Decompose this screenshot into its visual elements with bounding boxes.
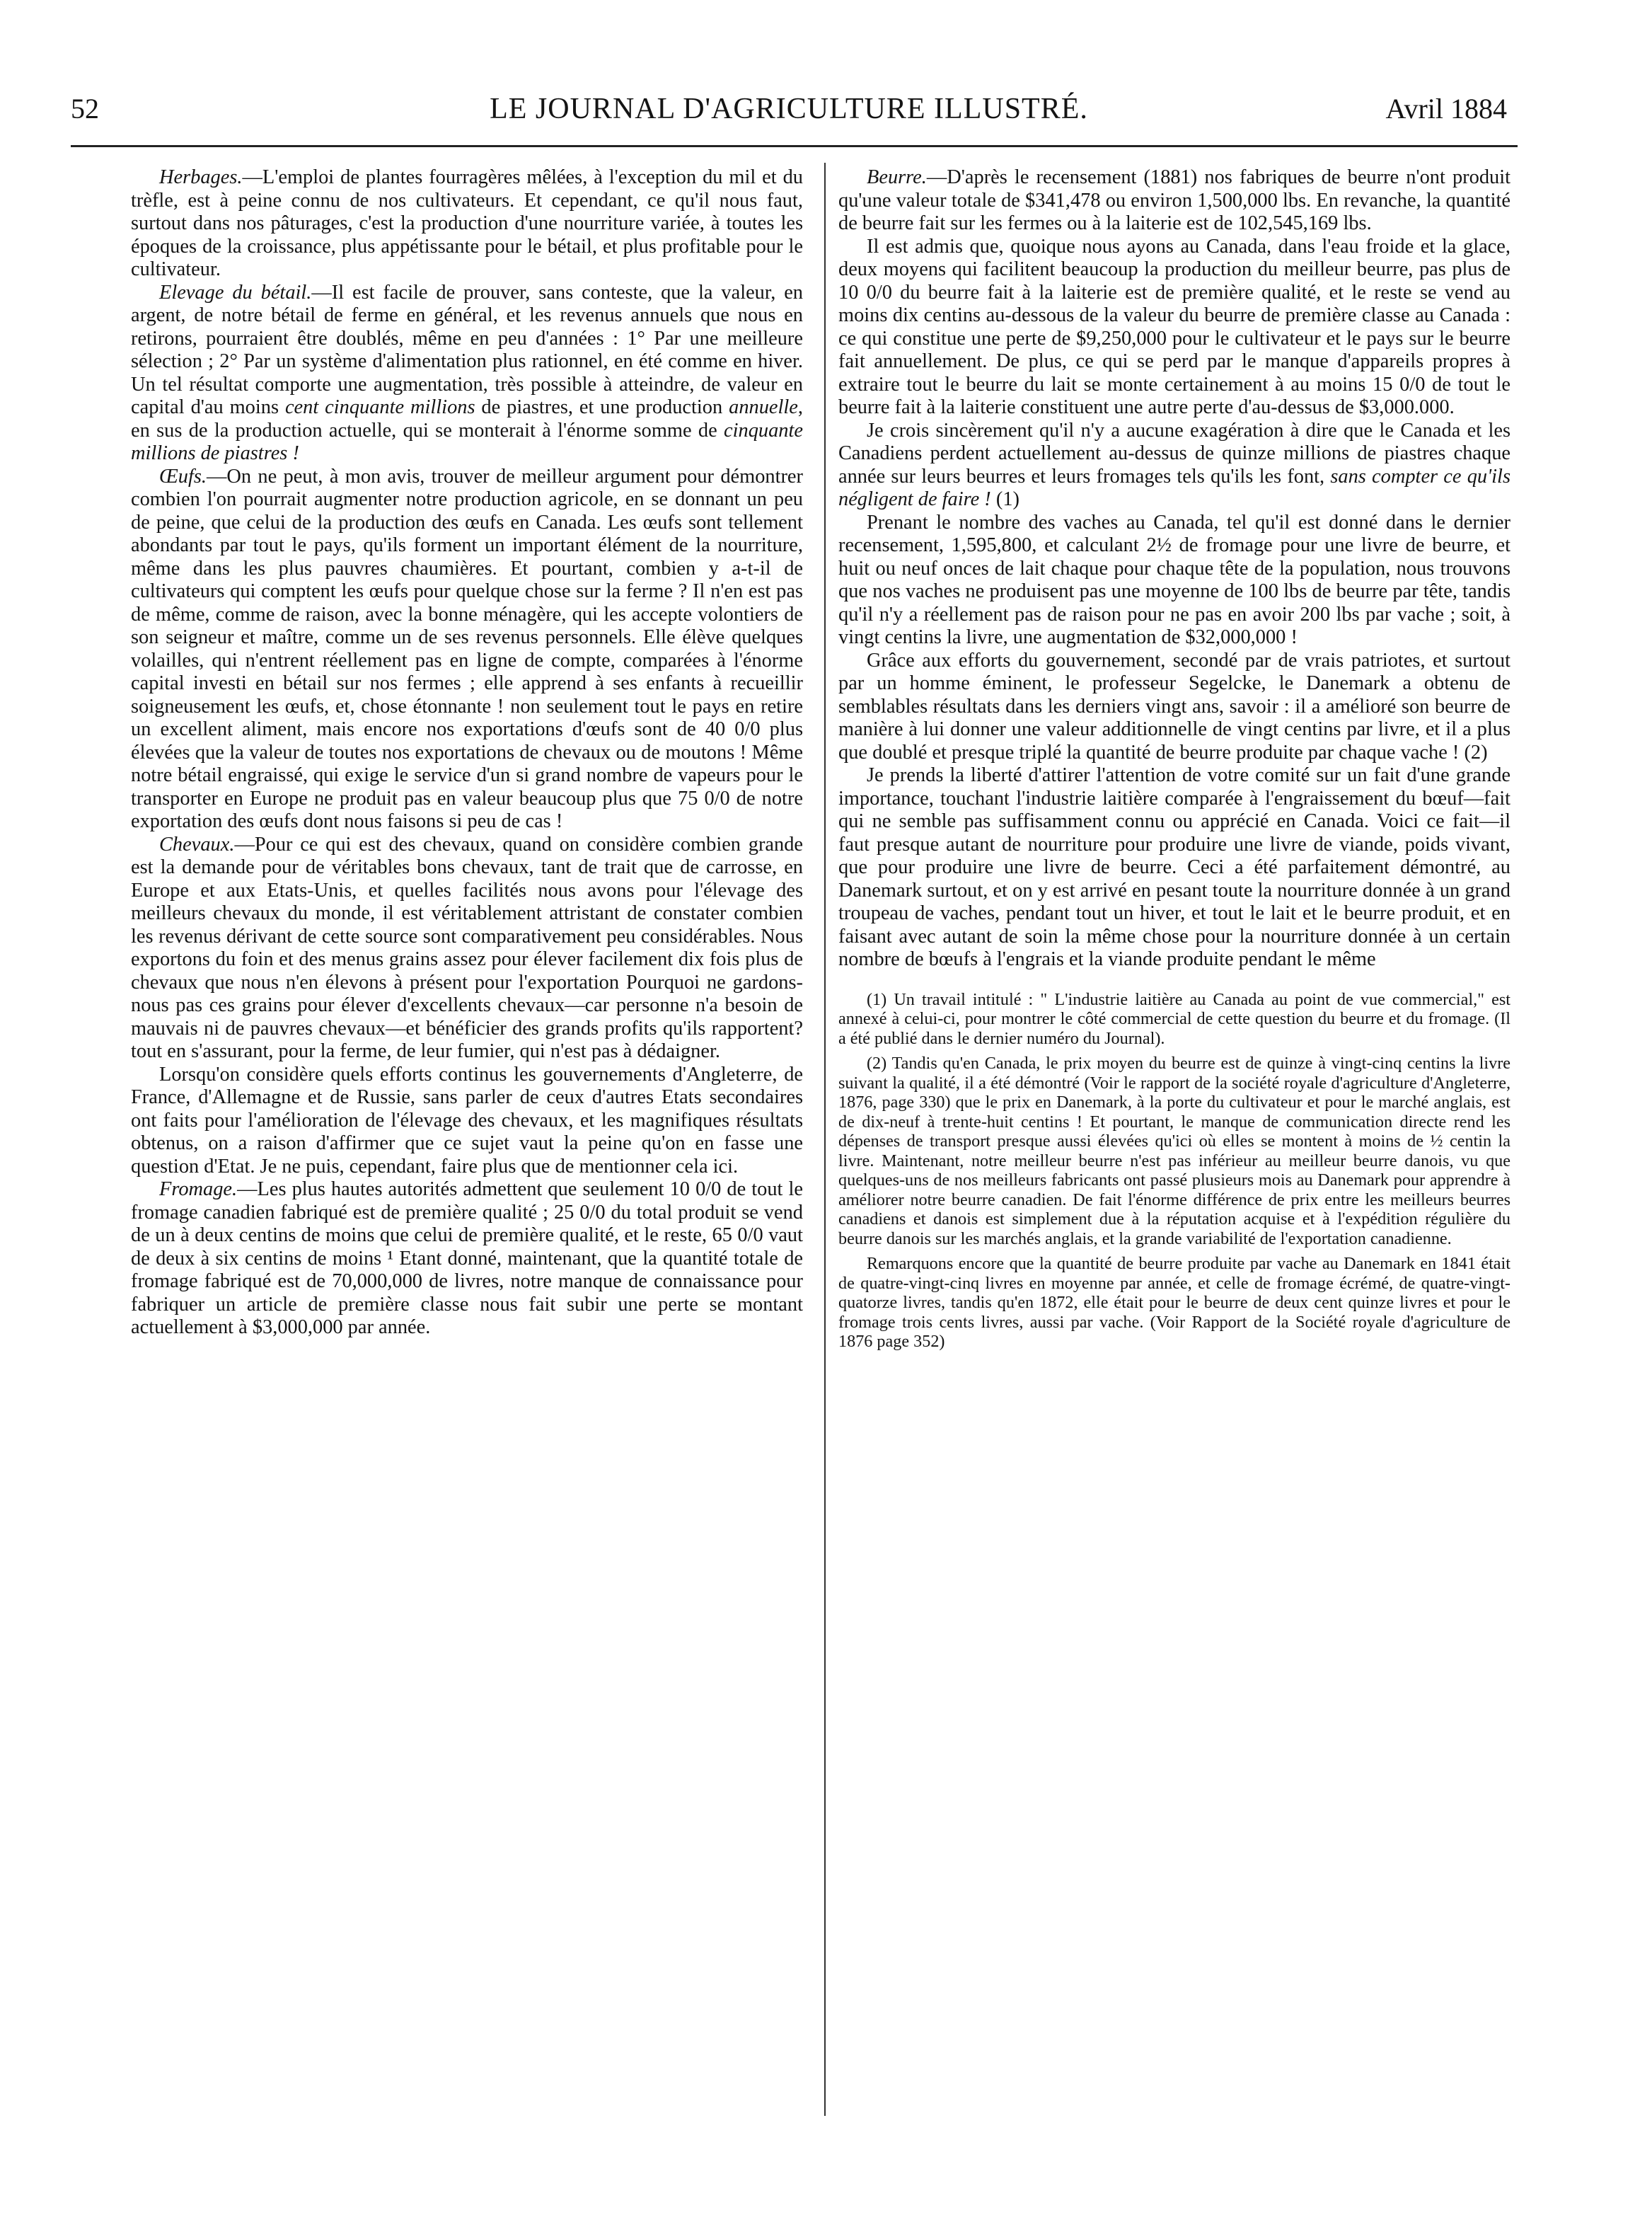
paragraph-comite [838,764,1511,972]
paragraph-beurre [838,166,1511,236]
paragraph-text: —D'après le recensement (1881) nos fabriques de beurre n'ont produit qu'une valeur totale de $341,478 ou environ 1,500,000 lbs. En revanche, la quantité de beurre fait sur les fermes ou à la laiterie est de 102,545,169 lbs. [838,166,1511,234]
paragraph-text: Je prends la liberté d'attirer l'attention de votre comité sur un fait d'une grande importance, touchant l'industrie laitière comparée à l'engraissement du bœuf—fait qui ne semble pas suffisamment connu ou apprécié en Canada. Voici ce fait—il faut presque autant de nourriture pour produire une livre de viande, poids vivant, que pour produire une livre de beurre. Ceci a été parfaitement démontré, au Danemark surtout, et on y est arrivé en pesant toute la nourriture donnée à un grand troupeau de vaches, pendant tout un hiver, et tout le lait et le beurre produit, et en faisant avec autant de soin la même chose pour la nourriture donnée à un certain nombre de bœufs à l'engrais et la viande produite pendant le même [838,764,1511,970]
paragraph-herbages [131,166,803,282]
footnotes [838,990,1511,1352]
journal-title: LE JOURNAL D'AGRICULTURE ILLUSTRÉ. [490,93,1088,125]
paragraph-emphasis: cent cinquante millions [284,396,475,418]
paragraph-vaches [838,512,1511,650]
paragraph-lead: Œufs. [159,465,207,488]
paragraph-text: , en sus de la production actuelle, qui se monterait à l'énorme somme de [131,396,803,442]
paragraph-text: —L'emploi de plantes fourragères mêlées, à l'exception du mil et du trèfle, est à peine connu de nos cultivateurs. Et cependant, ce qu'il nous faut, surtout dans nos pâturages, c'est la production d'une nourriture variée, à toutes les époques de la croissance, plus appétissante pour le bétail, et plus profitable pour le cultivateur. [131,166,803,280]
paragraph-text: —Les plus hautes autorités admettent que seulement 10 0/0 de tout le fromage canadien fabriqué est de première qualité ; 25 0/0 du total produit se vend de un à deux centins de moins que celui de première qualité, et le reste, 65 0/0 vaut de deux à six centins de moins ¹ Etant donné, maintenant, que la quantité totale de fromage fabriqué est de 70,000,000 de livres, notre manque de connaissance pour fabriquer un article de première classe nous fait subir une perte se montant actuellement à $3,000,000 par année. [131,1178,803,1338]
page-number: 52 [71,93,99,125]
paragraph-chevaux [131,834,803,1064]
paragraph-gouvernements [131,1064,803,1179]
footnote: (2) Tandis qu'en Canada, le prix moyen du beurre est de quinze à vingt-cinq centins la livre suivant la qualité, il a été démontré (Voir le rapport de la société royale d'agriculture d'Angleterre, 1876, page 330) que le prix en Danemark, à la porte du cultivateur et pour le marché anglais, est de dix-neuf à trente-huit centins ! Et pourtant, le manque de communication directe rend les dépenses de transport presque aussi élevées qu'ici où elles se montent à moins de ½ centin la livre. Maintenant, notre meilleur beurre n'est pas inférieur au meilleur beurre danois, vu que quelques-uns de nos meilleurs fabricants ont passé plusieurs mois au Danemark pour apprendre à améliorer notre beurre canadien. De fait l'énorme différence de prix entre les meilleurs beurres canadiens et danois est simplement due à la réputation acquise et à l'expédition régulière du beurre danois sur les marchés anglais, et la grande variabilité de l'exportation canadienne. [838,1054,1511,1248]
paragraph-emphasis: sans compter ce qu'ils négligent de faire ! [838,465,1511,510]
paragraph-fromage [131,1178,803,1340]
paragraph-danemark [838,650,1511,765]
paragraph-emphasis: cinquante millions de piastres ! [131,419,803,464]
paragraph-lead: Fromage. [159,1178,238,1200]
paragraph-text: (1) [990,488,1019,510]
page-header [71,92,1507,142]
paragraph-text: Il est admis que, quoique nous ayons au Canada, dans l'eau froide et la glace, deux moyens qui facilitent beaucoup la production du meilleur beurre, pas plus de 10 0/0 du beurre fait à la laiterie est de première qualité, et le reste se vend au moins dix centins au-dessous de la valeur du beurre de première classe au Canada : ce qui constitue une perte de $9,250,000 pour le cultivateur et le pays sur le beurre fait annuellement. De plus, ce qui se perd par le manque d'appareils propres à extraire tout le beurre du lait se monte certainement à au moins 15 0/0 de tout le beurre fait à la laiterie constituent une autre perte d'au-dessus de $3,000.000. [838,235,1511,418]
paragraph-lead: Chevaux. [159,833,235,856]
paragraph-text: de piastres, et une production [475,396,729,418]
paragraph-oeufs [131,466,803,834]
paragraph-lead: Herbages. [159,166,243,188]
footnote: (1) Un travail intitulé : " L'industrie laitière au Canada au point de vue commercial," est annexé à celui-ci, pour montrer le côté commercial de cette question du beurre et du fromage. (Il a été publié dans le dernier numéro du Journal). [838,989,1511,1048]
right-column [838,166,1511,1357]
paragraph-elevage [131,282,803,466]
paragraph-text: Grâce aux efforts du gouvernement, secondé par de vrais patriotes, et surtout par un homme éminent, le professeur Segelcke, le Danemark a obtenu de semblables résultats dans les derniers vingt ans, savoir : il a amélioré son beurre de manière à lui donner une valeur additionnelle de vingt centins par livre, et il a plus que doublé et presque triplé la quantité de beurre produite par chaque vache ! (2) [838,649,1511,764]
issue-date: Avril 1884 [1385,93,1507,125]
paragraph-text: Lorsqu'on considère quels efforts continus les gouvernements d'Angleterre, de France, d'Allemagne et de Russie, sans parler de ceux d'autres Etats secondaires ont faits pour l'amélioration de l'élevage des chevaux, et les magnifiques résultats obtenus, on a raison d'affirmer que ce sujet vaut la peine qu'on en fasse une question d'Etat. Je ne puis, cependant, faire plus que de mentionner cela ici. [131,1063,803,1178]
paragraph-emphasis: annuelle [729,396,798,418]
footnote: Remarquons encore que la quantité de beurre produite par vache au Danemark en 1841 était de quatre-vingt-cinq livres en moyenne par année, et celle de fromage écrémé, de quatre-vingt-quatorze livres, tandis qu'en 1872, elle était pour le beurre de deux cent quinze livres et pour le fromage trois cents livres, aussi par vache. (Voir Rapport de la Société royale d'agriculture de 1876 page 352) [838,1254,1511,1351]
paragraph-beurre-perte [838,236,1511,420]
header-rule [71,145,1518,147]
paragraph-lead: Beurre. [867,166,927,188]
paragraph-quinze-millions [838,420,1511,512]
column-divider [824,163,826,2116]
left-column [131,166,803,1340]
paragraph-lead: Elevage du bétail. [159,281,312,304]
paragraph-text: Prenant le nombre des vaches au Canada, tel qu'il est donné dans le dernier recensement, 1,595,800, et calculant 2½ de fromage pour une livre de beurre, et huit ou neuf onces de lait chaque pour chaque tête de la population, nous trouvons que nos vaches ne produisent pas une moyenne de 100 lbs de beurre par tête, tandis qu'il n'y a réellement pas de raison pour ne pas en avoir 200 lbs par vache ; soit, à vingt centins la livre, une augmentation de $32,000,000 ! [838,511,1511,648]
paragraph-text: —Il est facile de prouver, sans conteste, que la valeur, en argent, de notre bétail de ferme en général, et les revenus annuels que nous en retirons, pourraient être doublés, même en peu d'années : 1° Par une meilleure sélection ; 2° Par un système d'alimentation plus rationnel, en été comme en hiver. Un tel résultat comporte une augmentation, très possible à atteindre, de valeur en capital d'au moins [131,281,803,418]
paragraph-text: —Pour ce qui est des chevaux, quand on considère combien grande est la demande pour de véritables bons chevaux, tant de trait que de carrosse, en Europe et aux Etats-Unis, et quelles facilités nous avons pour l'élevage des meilleurs chevaux du monde, il est véritablement attristant de constater combien les revenus dérivant de cette source sont comparativement peu considérables. Nous exportons du foin et des menus grains assez pour élever facilement dix fois plus de chevaux que nous n'en élevons à présent pour l'exportation Pourquoi ne gardons-nous pas ces grains pour élever d'excellents chevaux—car personne n'a besoin de mauvais ni de pauvres chevaux—et bénéficier des grands profits qu'ils rapportent? tout en s'assurant, pour la ferme, de leur fumier, qui n'est pas à dédaigner. [131,833,803,1062]
paragraph-text: Je crois sincèrement qu'il n'y a aucune exagération à dire que le Canada et les Canadiens perdent actuellement au-dessus de quinze millions de piastres chaque année sur leurs beurres et leurs fromages tels qu'ils les font, [838,419,1511,488]
paragraph-text: —On ne peut, à mon avis, trouver de meilleur argument pour démontrer combien l'on pourrait augmenter notre production agricole, en se donnant un peu de peine, que celui de la production des œufs en Canada. Les œufs sont tellement abondants par tout le pays, qu'ils forment un important élément de la nourriture, même dans les plus pauvres chaumières. Et pourtant, combien y a-t-il de cultivateurs qui comptent les œufs pour quelque chose sur la ferme ? Il n'en est pas de même, comme de raison, avec la bonne ménagère, qui les accepte volontiers de son seigneur et maître, comme un de ses revenus personnels. Elle élève quelques volailles, qui n'entrent réellement pas en ligne de compte, comparées à l'énorme capital investi en bétail sur nos fermes ; elle apprend à ses enfants à recueillir soigneusement les œufs, et, chose étonnante ! non seulement tout le pays en retire un excellent aliment, mais encore nos exportations d'œufs sont de 40 0/0 plus élevées que la valeur de toutes nos exportations de chevaux ou de moutons ! Même notre bétail engraissé, qui exige le service d'un si grand nombre de vapeurs pour le transporter en Europe ne produit pas en valeur beaucoup plus que 75 0/0 de notre exportation des œufs dont nous faisons si peu de cas ! [131,465,803,832]
